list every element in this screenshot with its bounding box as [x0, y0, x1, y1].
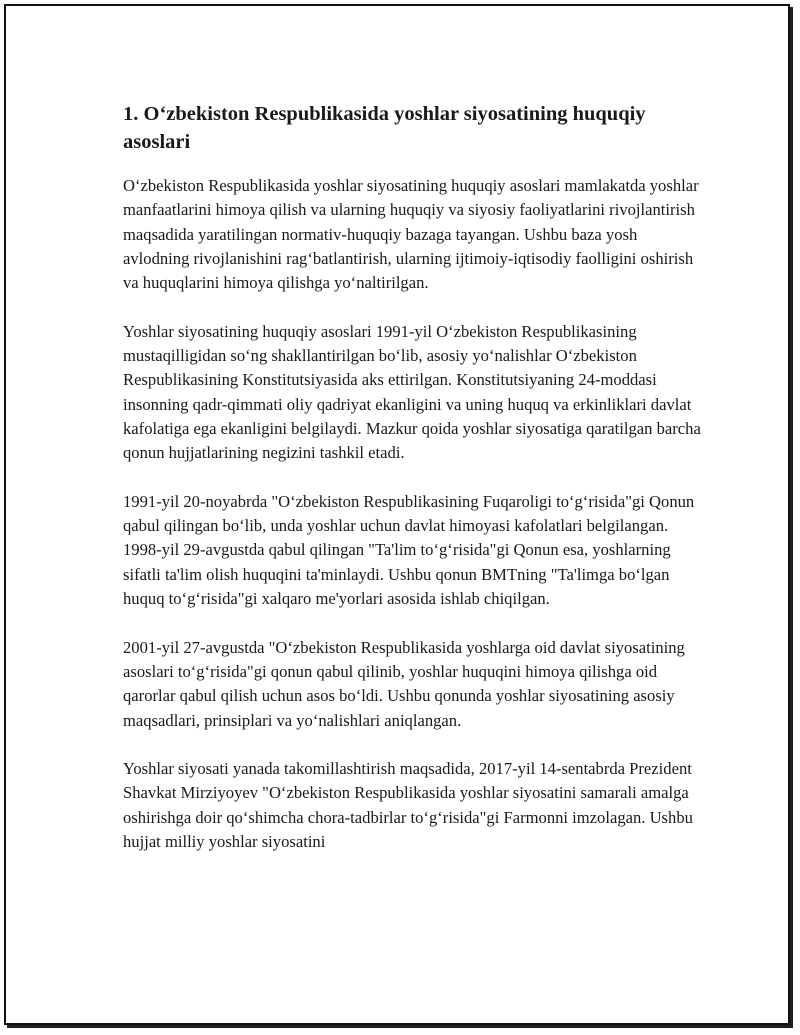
document-body	[123, 100, 703, 879]
paragraph-3: 1991-yil 20-noyabrda "O‘zbekiston Respublikasining Fuqaroligi to‘g‘risida"gi Qonun qabul qilingan bo‘lib, unda yoshlar uchun davlat himoyasi kafolatlari belgilangan. 1998-yil 29-avgustda qabul qilingan "Ta'lim to‘g‘risida"gi Qonun esa, yoshlarning sifatli ta'lim olish huquqini ta'minlaydi. Ushbu qonun BMTning "Ta'limga bo‘lgan huquq to‘g‘risida"gi xalqaro me'yorlari asosida ishlab chiqilgan.	[123, 491, 695, 609]
paragraph-1: O‘zbekiston Respublikasida yoshlar siyosatining huquqiy asoslari mamlakatda yoshlar manfaatlarini himoya qilish va ularning huquqiy va siyosiy faoliyatlarini rivojlantirish maqsadida yaratilingan normativ-huquqiy bazaga tayangan. Ushbu baza yosh avlodning rivojlanishini rag‘batlantirish, ularning ijtimoiy-iqtisodiy faolligini oshirish va huquqlarini himoya qilishga yo‘naltirilgan.	[123, 176, 699, 293]
document-page	[4, 4, 790, 1025]
paragraph-4: 2001-yil 27-avgustda "O‘zbekiston Respublikasida yoshlarga oid davlat siyosatining asoslari to‘g‘risida"gi qonun qabul qilinib, yoshlar huquqini himoya qilishga oid qarorlar qabul qilish uchun asos bo‘ldi. Ushbu qonunda yoshlar siyosatining asosiy maqsadlari, prinsiplari va yo‘nalishlari aniqlangan.	[123, 637, 685, 730]
section-heading: 1. O‘zbekiston Respublikasida yoshlar siyosatining huquqiy asoslari	[123, 103, 646, 153]
paragraph-2: Yoshlar siyosatining huquqiy asoslari 1991-yil O‘zbekiston Respublikasining mustaqilligidan so‘ng shakllantirilgan bo‘lib, asosiy yo‘nalishlar O‘zbekiston Respublikasining Konstitutsiyasida aks ettirilgan. Konstitutsiyaning 24-moddasi insonning qadr-qimmati oliy qadriyat ekanligini va uning huquq va erkinliklari davlat kafolatiga ega ekanligini belgilaydi. Mazkur qoida yoshlar siyosatiga qaratilgan barcha qonun hujjatlarining negizini tashkil etadi.	[123, 321, 701, 463]
paragraph-5: Yoshlar siyosati yanada takomillashtirish maqsadida, 2017-yil 14-sentabrda Prezident Shavkat Mirziyoyev "O‘zbekiston Respublikasida yoshlar siyosatini samarali amalga oshirishga doir qo‘shimcha chora-tadbirlar to‘g‘risida"gi Farmonni imzolagan. Ushbu hujjat milliy yoshlar siyosatini	[123, 759, 693, 852]
